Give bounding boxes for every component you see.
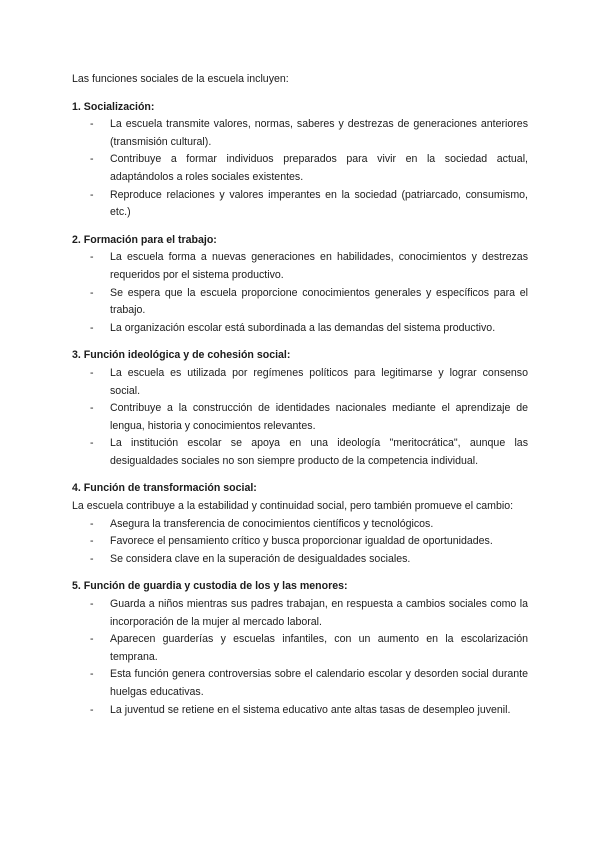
section-title: 4. Función de transformación social:	[72, 482, 257, 495]
dash-bullet-icon: -	[90, 153, 94, 166]
list-item: - Guarda a niños mientras sus padres trabajan, en respuesta a cambios sociales como la incorporación de la mujer al mercado laboral.	[90, 598, 528, 628]
section-formacion-trabajo	[72, 232, 528, 338]
dash-bullet-icon: -	[90, 118, 94, 131]
bullet-list	[72, 116, 528, 222]
list-item: - La escuela forma a nuevas generaciones en habilidades, conocimientos y destrezas requeridos por el sistema productivo.	[90, 251, 528, 281]
dash-bullet-icon: -	[90, 437, 94, 450]
bullet-list	[72, 365, 528, 471]
section-ideologica-cohesion	[72, 347, 528, 470]
dash-bullet-icon: -	[90, 321, 94, 334]
dash-bullet-icon: -	[90, 517, 94, 530]
bullet-list	[72, 516, 528, 569]
list-item: - Asegura la transferencia de conocimientos científicos y tecnológicos.	[72, 516, 528, 534]
dash-bullet-icon: -	[90, 703, 94, 716]
section-transformacion-social	[72, 480, 528, 568]
list-item: - Reproduce relaciones y valores imperantes en la sociedad (patriarcado, consumismo, etc.)	[90, 188, 528, 219]
section-title: 3. Función ideológica y de cohesión social:	[72, 349, 291, 362]
document-intro: Las funciones sociales de la escuela incluyen:	[72, 73, 289, 85]
dash-bullet-icon: -	[90, 251, 94, 264]
list-item: - La institución escolar se apoya en una ideología "meritocrática", aunque las desigualdades sociales no son siempre producto de la competencia individual.	[90, 437, 528, 467]
dash-bullet-icon: -	[90, 552, 94, 565]
dash-bullet-icon: -	[90, 633, 94, 646]
dash-bullet-icon: -	[90, 286, 94, 299]
list-item: - La organización escolar está subordinada a las demandas del sistema productivo.	[72, 320, 528, 338]
section-socializacion	[72, 99, 528, 222]
section-title: 1. Socialización:	[72, 100, 155, 113]
dash-bullet-icon: -	[90, 535, 94, 548]
list-item: - La escuela es utilizada por regímenes políticos para legitimarse y lograr consenso social.	[90, 366, 528, 397]
document-page	[72, 71, 528, 729]
section-title: 5. Función de guardia y custodia de los y las menores:	[72, 580, 348, 593]
dash-bullet-icon: -	[90, 598, 94, 611]
section-guardia-custodia	[72, 578, 528, 719]
section-title: 2. Formación para el trabajo:	[72, 233, 217, 246]
list-item: - Esta función genera controversias sobre el calendario escolar y desorden social durante huelgas educativas.	[90, 668, 528, 698]
list-item: - La escuela transmite valores, normas, saberes y destrezas de generaciones anteriores (transmisión cultural).	[90, 118, 528, 148]
section-intro: La escuela contribuye a la estabilidad y continuidad social, pero también promueve el cambio:	[72, 500, 514, 513]
list-item: - Contribuye a la construcción de identidades nacionales mediante el aprendizaje de lengua, historia y conocimientos relevantes.	[90, 402, 528, 432]
list-item: - La juventud se retiene en el sistema educativo ante altas tasas de desempleo juvenil.	[72, 702, 528, 720]
dash-bullet-icon: -	[90, 188, 94, 201]
dash-bullet-icon: -	[90, 366, 94, 379]
list-item: - Favorece el pensamiento crítico y busca proporcionar igualdad de oportunidades.	[72, 533, 528, 551]
bullet-list	[72, 249, 528, 337]
bullet-list	[72, 596, 528, 719]
list-item: - Se espera que la escuela proporcione conocimientos generales y específicos para el trabajo.	[90, 286, 528, 317]
list-item: - Se considera clave en la superación de desigualdades sociales.	[72, 551, 528, 569]
list-item: - Aparecen guarderías y escuelas infantiles, con un aumento en la escolarización temprana.	[90, 633, 528, 663]
dash-bullet-icon: -	[90, 402, 94, 415]
dash-bullet-icon: -	[90, 668, 94, 681]
list-item: - Contribuye a formar individuos preparados para vivir en la sociedad actual, adaptándolos a roles sociales existentes.	[90, 153, 528, 183]
